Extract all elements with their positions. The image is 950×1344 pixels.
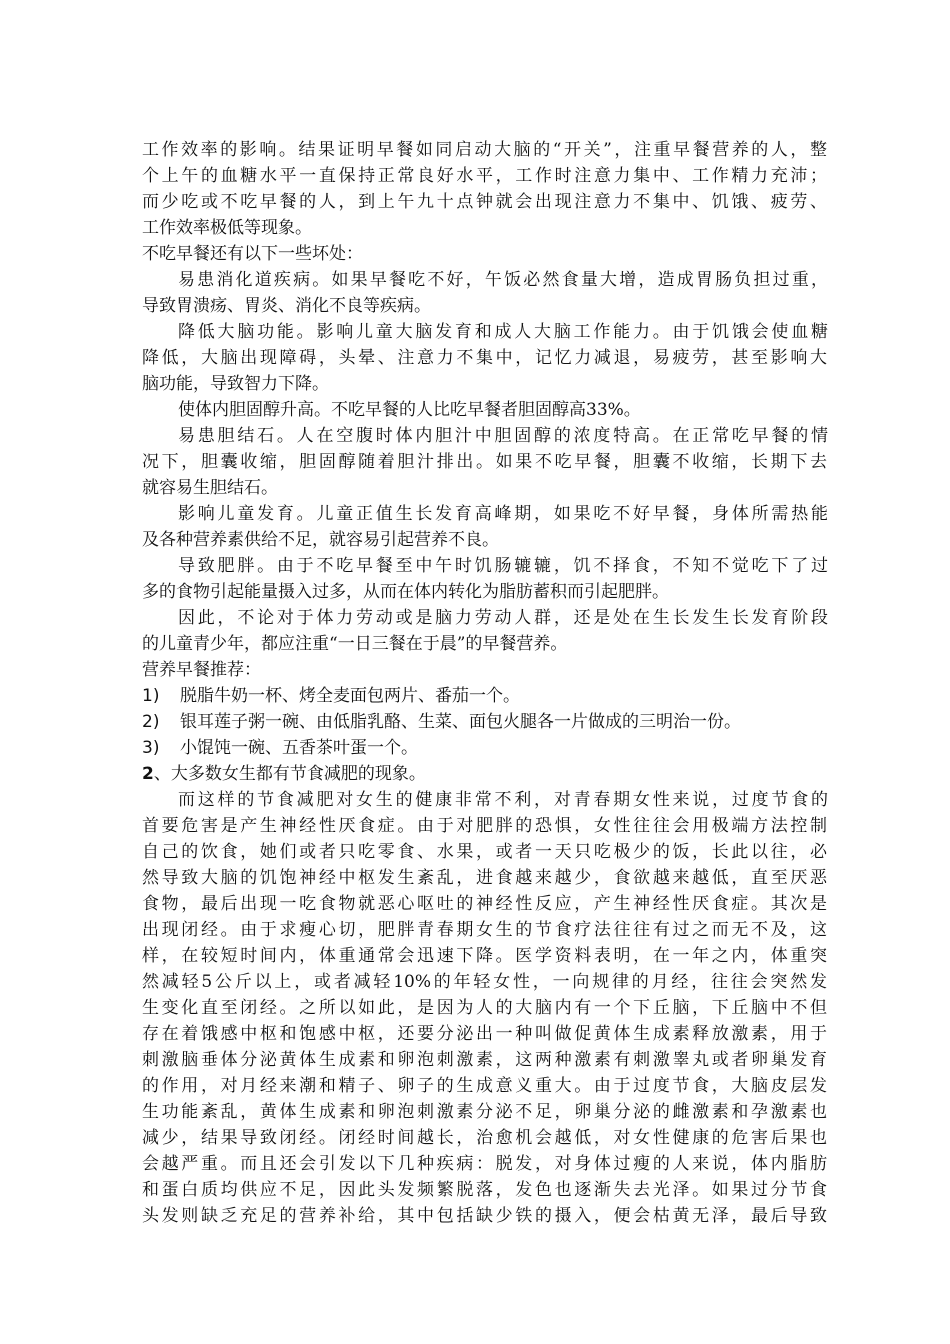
body-line: 生变化直至闭经。之所以如此，是因为人的大脑内有一个下丘脑，下丘脑中不但 xyxy=(142,998,827,1018)
body-line: 和蛋白质均供应不足，因此头发频繁脱落，发色也逐渐失去光泽。如果过分节食 xyxy=(142,1180,827,1200)
recommendation-item xyxy=(142,709,741,735)
conclusion-line: 因此，不论对于体力劳动或是脑力劳动人群，还是处在生长发生长发育阶段 xyxy=(178,608,828,628)
harm-digestive-line: 易患消化道疾病。如果早餐吃不好，午饭必然食量大增，造成胃肠负担过重， xyxy=(178,270,828,290)
body-line: 刺激脑垂体分泌黄体生成素和卵泡刺激素，这两种激素有刺激睾丸或者卵巢发育 xyxy=(142,1050,827,1070)
intro-line: 工作效率的影响。结果证明早餐如同启动大脑的“开关”，注重早餐营养的人，整 xyxy=(142,140,827,160)
harm-growth-line: 影响儿童发育。儿童正值生长发育高峰期，如果吃不好早餐，身体所需热能 xyxy=(178,504,828,524)
list-text: 小馄饨一碗、五香茶叶蛋一个。 xyxy=(180,738,418,758)
harm-gallstone-line: 易患胆结石。人在空腹时体内胆汁中胆固醇的浓度特高。在正常吃早餐的情 xyxy=(178,426,828,446)
recommendation-item xyxy=(142,735,418,761)
intro-line: 个上午的血糖水平一直保持正常良好水平，工作时注意力集中、工作精力充沛； xyxy=(142,166,827,186)
list-number: 1) xyxy=(142,686,160,706)
harm-brain-line: 脑功能，导致智力下降。 xyxy=(142,374,329,394)
intro-line: 工作效率极低等现象。 xyxy=(142,218,312,238)
recommendation-heading: 营养早餐推荐： xyxy=(142,660,261,680)
body-line: 存在着饿感中枢和饱感中枢，还要分泌出一种叫做促黄体生成素释放激素，用于 xyxy=(142,1024,827,1044)
body-line: 出现闭经。由于求瘦心切，肥胖青春期女生的节食疗法往往有过之而无不及，这 xyxy=(142,920,827,940)
harm-growth-line: 及各种营养素供给不足，就容易引起营养不良。 xyxy=(142,530,499,550)
harm-gallstone-line: 况下，胆囊收缩，胆固醇随着胆汁排出。如果不吃早餐，胆囊不收缩，长期下去 xyxy=(142,452,827,472)
harm-heading: 不吃早餐还有以下一些坏处： xyxy=(142,244,363,264)
body-line: 生功能紊乱，黄体生成素和卵泡刺激素分泌不足，卵巢分泌的雌激素和孕激素也 xyxy=(142,1102,827,1122)
harm-brain-line: 降低，大脑出现障碍，头晕、注意力不集中，记忆力减退，易疲劳，甚至影响大 xyxy=(142,348,827,368)
recommendation-item xyxy=(142,683,520,709)
body-line: 首要危害是产生神经性厌食症。由于对肥胖的恐惧，女性往往会用极端方法控制 xyxy=(142,816,827,836)
section-number: 2 xyxy=(142,764,154,784)
body-line: 减少，结果导致闭经。闭经时间越长，治愈机会越低，对女性健康的危害后果也 xyxy=(142,1128,827,1148)
list-number: 3) xyxy=(142,738,160,758)
list-text: 脱脂牛奶一杯、烤全麦面包两片、番茄一个。 xyxy=(180,686,520,706)
body-line: 然导致大脑的饥饱神经中枢发生紊乱，进食越来越少，食欲越来越低，直至厌恶 xyxy=(142,868,827,888)
section-title: 、大多数女生都有节食减肥的现象。 xyxy=(153,764,426,784)
body-line: 而这样的节食减肥对女生的健康非常不利，对青春期女性来说，过度节食的 xyxy=(178,790,828,810)
harm-obesity-line: 导致肥胖。由于不吃早餐至中午时饥肠辘辘，饥不择食，不知不觉吃下了过 xyxy=(178,556,828,576)
body-line: 自己的饮食，她们或者只吃零食、水果，或者一天只吃极少的饭，长此以往，必 xyxy=(142,842,827,862)
body-line: 食物，最后出现一吃食物就恶心呕吐的神经性反应，产生神经性厌食症。其次是 xyxy=(142,894,827,914)
harm-obesity-line: 多的食物引起能量摄入过多，从而在体内转化为脂肪蓄积而引起肥胖。 xyxy=(142,582,669,602)
body-line: 头发则缺乏充足的营养补给，其中包括缺少铁的摄入，便会枯黄无泽，最后导致 xyxy=(142,1206,827,1226)
harm-brain-line: 降低大脑功能。影响儿童大脑发育和成人大脑工作能力。由于饥饿会使血糖 xyxy=(178,322,828,342)
body-line: 的作用，对月经来潮和精子、卵子的生成意义重大。由于过度节食，大脑皮层发 xyxy=(142,1076,827,1096)
body-line: 会越严重。而且还会引发以下几种疾病：脱发，对身体过瘦的人来说，体内脂肪 xyxy=(142,1154,827,1174)
body-line: 样，在较短时间内，体重通常会迅速下降。医学资料表明，在一年之内，体重突 xyxy=(142,946,827,966)
section-heading xyxy=(142,761,827,787)
intro-line: 而少吃或不吃早餐的人，到上午九十点钟就会出现注意力不集中、饥饿、疲劳、 xyxy=(142,192,827,212)
harm-cholesterol-line: 使体内胆固醇升高。不吃早餐的人比吃早餐者胆固醇高33%。 xyxy=(178,400,641,420)
harm-gallstone-line: 就容易生胆结石。 xyxy=(142,478,278,498)
list-number: 2) xyxy=(142,712,160,732)
conclusion-line: 的儿童青少年，都应注重“一日三餐在于晨”的早餐营养。 xyxy=(142,634,568,654)
body-line: 然减轻5公斤以上，或者减轻10%的年轻女性，一向规律的月经，往往会突然发 xyxy=(142,972,827,992)
harm-digestive-line: 导致胃溃疡、胃炎、消化不良等疾病。 xyxy=(142,296,431,316)
list-text: 银耳莲子粥一碗、由低脂乳酪、生菜、面包火腿各一片做成的三明治一份。 xyxy=(180,712,741,732)
